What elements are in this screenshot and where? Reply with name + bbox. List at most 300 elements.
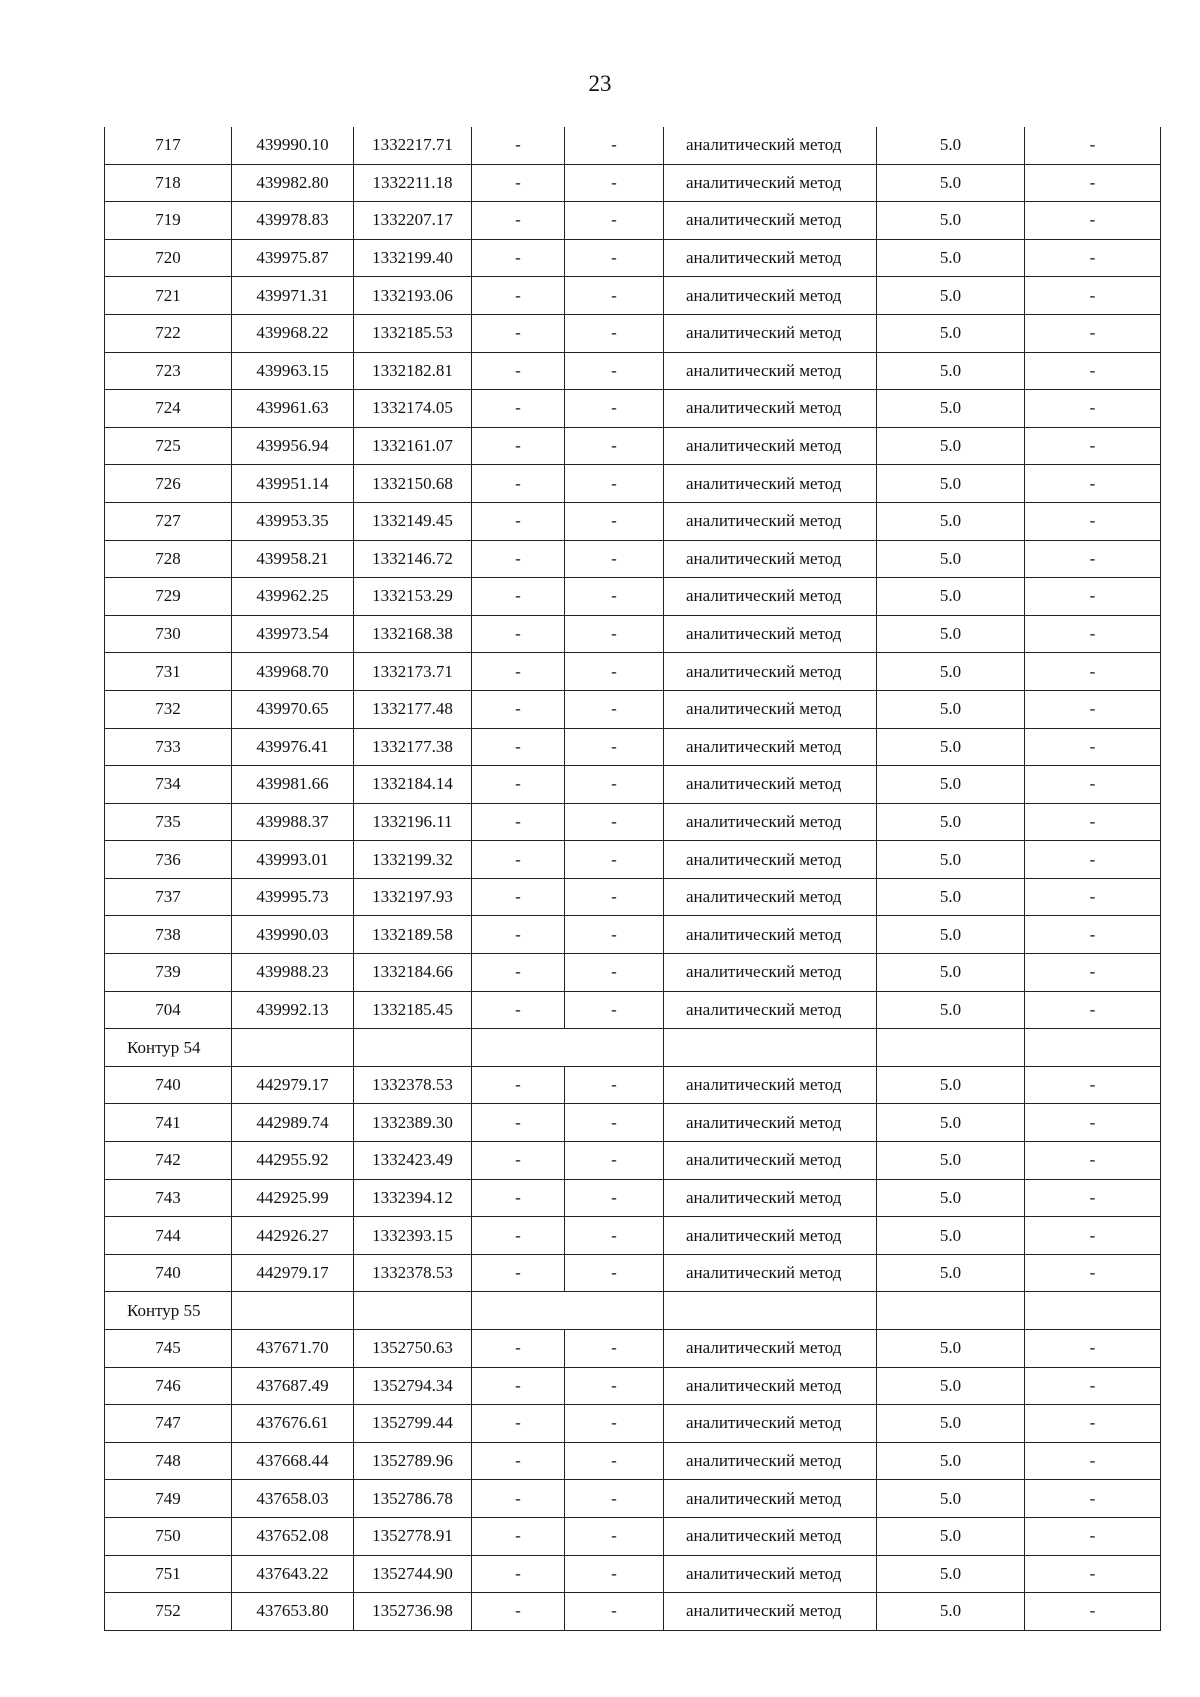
- accuracy-cell: 5.0: [877, 803, 1025, 841]
- contour-empty-cell: [877, 1292, 1025, 1330]
- empty-cell-1: -: [472, 427, 565, 465]
- point-number-cell: 718: [105, 164, 232, 202]
- empty-cell-2: -: [565, 1517, 664, 1555]
- empty-cell-2: -: [565, 1217, 664, 1255]
- empty-cell-2: -: [565, 1104, 664, 1142]
- table-row: [105, 1517, 1161, 1555]
- accuracy-cell: 5.0: [877, 390, 1025, 428]
- y-coordinate-cell: 1332389.30: [354, 1104, 472, 1142]
- description-cell: -: [1025, 728, 1161, 766]
- accuracy-cell: 5.0: [877, 1405, 1025, 1443]
- x-coordinate-cell: 437671.70: [232, 1330, 354, 1368]
- point-number-cell: 731: [105, 653, 232, 691]
- description-cell: -: [1025, 352, 1161, 390]
- empty-cell-2: -: [565, 1142, 664, 1180]
- description-cell: -: [1025, 653, 1161, 691]
- empty-cell-1: -: [472, 578, 565, 616]
- point-number-cell: 723: [105, 352, 232, 390]
- method-cell: аналитический метод: [664, 1104, 877, 1142]
- empty-cell-2: -: [565, 465, 664, 503]
- table-body: [105, 127, 1161, 1630]
- empty-cell-1: -: [472, 1517, 565, 1555]
- table-row: [105, 1254, 1161, 1292]
- contour-empty-cell: [1025, 1292, 1161, 1330]
- x-coordinate-cell: 439973.54: [232, 615, 354, 653]
- table-row: [105, 164, 1161, 202]
- empty-cell-2: -: [565, 1179, 664, 1217]
- method-cell: аналитический метод: [664, 314, 877, 352]
- description-cell: -: [1025, 1555, 1161, 1593]
- x-coordinate-cell: 439970.65: [232, 690, 354, 728]
- y-coordinate-cell: 1332153.29: [354, 578, 472, 616]
- table-row: [105, 1179, 1161, 1217]
- table-row: [105, 1104, 1161, 1142]
- accuracy-cell: 5.0: [877, 1555, 1025, 1593]
- table-row: [105, 1405, 1161, 1443]
- table-row: [105, 841, 1161, 879]
- accuracy-cell: 5.0: [877, 202, 1025, 240]
- table-row: [105, 766, 1161, 804]
- method-cell: аналитический метод: [664, 390, 877, 428]
- method-cell: аналитический метод: [664, 1442, 877, 1480]
- empty-cell-2: -: [565, 690, 664, 728]
- method-cell: аналитический метод: [664, 127, 877, 164]
- contour-label: Контур 54: [105, 1029, 232, 1067]
- empty-cell-1: -: [472, 127, 565, 164]
- accuracy-cell: 5.0: [877, 653, 1025, 691]
- empty-cell-2: -: [565, 615, 664, 653]
- empty-cell-2: -: [565, 803, 664, 841]
- empty-cell-1: -: [472, 841, 565, 879]
- empty-cell-1: -: [472, 615, 565, 653]
- x-coordinate-cell: 437668.44: [232, 1442, 354, 1480]
- y-coordinate-cell: 1332168.38: [354, 615, 472, 653]
- empty-cell-2: -: [565, 1367, 664, 1405]
- point-number-cell: 730: [105, 615, 232, 653]
- contour-header-row: [105, 1029, 1161, 1067]
- method-cell: аналитический метод: [664, 277, 877, 315]
- description-cell: -: [1025, 202, 1161, 240]
- accuracy-cell: 5.0: [877, 1104, 1025, 1142]
- table-row: [105, 954, 1161, 992]
- method-cell: аналитический метод: [664, 540, 877, 578]
- table-row: [105, 465, 1161, 503]
- empty-cell-1: -: [472, 502, 565, 540]
- description-cell: -: [1025, 991, 1161, 1029]
- contour-empty-cell: [472, 1292, 664, 1330]
- point-number-cell: 749: [105, 1480, 232, 1518]
- description-cell: -: [1025, 690, 1161, 728]
- description-cell: -: [1025, 239, 1161, 277]
- x-coordinate-cell: 439988.23: [232, 954, 354, 992]
- method-cell: аналитический метод: [664, 578, 877, 616]
- accuracy-cell: 5.0: [877, 1179, 1025, 1217]
- coordinates-table: [104, 127, 1161, 1631]
- point-number-cell: 704: [105, 991, 232, 1029]
- y-coordinate-cell: 1332177.48: [354, 690, 472, 728]
- method-cell: аналитический метод: [664, 1517, 877, 1555]
- empty-cell-1: -: [472, 653, 565, 691]
- y-coordinate-cell: 1332394.12: [354, 1179, 472, 1217]
- x-coordinate-cell: 439962.25: [232, 578, 354, 616]
- point-number-cell: 726: [105, 465, 232, 503]
- empty-cell-1: -: [472, 766, 565, 804]
- accuracy-cell: 5.0: [877, 1517, 1025, 1555]
- empty-cell-2: -: [565, 841, 664, 879]
- table-row: [105, 314, 1161, 352]
- table-row: [105, 1442, 1161, 1480]
- y-coordinate-cell: 1332174.05: [354, 390, 472, 428]
- accuracy-cell: 5.0: [877, 314, 1025, 352]
- point-number-cell: 717: [105, 127, 232, 164]
- description-cell: -: [1025, 1066, 1161, 1104]
- empty-cell-2: -: [565, 277, 664, 315]
- point-number-cell: 745: [105, 1330, 232, 1368]
- x-coordinate-cell: 437652.08: [232, 1517, 354, 1555]
- table-row: [105, 390, 1161, 428]
- x-coordinate-cell: 439956.94: [232, 427, 354, 465]
- empty-cell-2: -: [565, 502, 664, 540]
- empty-cell-2: -: [565, 1480, 664, 1518]
- table-row: [105, 578, 1161, 616]
- empty-cell-1: -: [472, 239, 565, 277]
- empty-cell-1: -: [472, 164, 565, 202]
- empty-cell-2: -: [565, 1405, 664, 1443]
- accuracy-cell: 5.0: [877, 1066, 1025, 1104]
- x-coordinate-cell: 439992.13: [232, 991, 354, 1029]
- page-number: 23: [588, 71, 612, 96]
- empty-cell-1: -: [472, 690, 565, 728]
- description-cell: -: [1025, 164, 1161, 202]
- x-coordinate-cell: 437658.03: [232, 1480, 354, 1518]
- point-number-cell: 728: [105, 540, 232, 578]
- y-coordinate-cell: 1352799.44: [354, 1405, 472, 1443]
- x-coordinate-cell: 442955.92: [232, 1142, 354, 1180]
- y-coordinate-cell: 1332146.72: [354, 540, 472, 578]
- point-number-cell: 732: [105, 690, 232, 728]
- y-coordinate-cell: 1352778.91: [354, 1517, 472, 1555]
- accuracy-cell: 5.0: [877, 1330, 1025, 1368]
- description-cell: -: [1025, 1254, 1161, 1292]
- accuracy-cell: 5.0: [877, 578, 1025, 616]
- description-cell: -: [1025, 878, 1161, 916]
- contour-empty-cell: [354, 1292, 472, 1330]
- x-coordinate-cell: 439951.14: [232, 465, 354, 503]
- contour-empty-cell: [664, 1029, 877, 1067]
- description-cell: -: [1025, 578, 1161, 616]
- method-cell: аналитический метод: [664, 690, 877, 728]
- description-cell: -: [1025, 427, 1161, 465]
- x-coordinate-cell: 439990.10: [232, 127, 354, 164]
- description-cell: -: [1025, 277, 1161, 315]
- empty-cell-2: -: [565, 314, 664, 352]
- contour-empty-cell: [472, 1029, 664, 1067]
- point-number-cell: 737: [105, 878, 232, 916]
- empty-cell-1: -: [472, 803, 565, 841]
- method-cell: аналитический метод: [664, 954, 877, 992]
- y-coordinate-cell: 1332193.06: [354, 277, 472, 315]
- y-coordinate-cell: 1332161.07: [354, 427, 472, 465]
- point-number-cell: 743: [105, 1179, 232, 1217]
- empty-cell-1: -: [472, 954, 565, 992]
- y-coordinate-cell: 1352794.34: [354, 1367, 472, 1405]
- empty-cell-1: -: [472, 1104, 565, 1142]
- y-coordinate-cell: 1352744.90: [354, 1555, 472, 1593]
- empty-cell-1: -: [472, 1330, 565, 1368]
- table-row: [105, 1217, 1161, 1255]
- table-row: [105, 502, 1161, 540]
- empty-cell-1: -: [472, 1405, 565, 1443]
- accuracy-cell: 5.0: [877, 954, 1025, 992]
- description-cell: -: [1025, 841, 1161, 879]
- description-cell: -: [1025, 502, 1161, 540]
- point-number-cell: 725: [105, 427, 232, 465]
- method-cell: аналитический метод: [664, 916, 877, 954]
- empty-cell-2: -: [565, 1330, 664, 1368]
- x-coordinate-cell: 437687.49: [232, 1367, 354, 1405]
- y-coordinate-cell: 1332378.53: [354, 1254, 472, 1292]
- empty-cell-1: -: [472, 1217, 565, 1255]
- x-coordinate-cell: 439990.03: [232, 916, 354, 954]
- accuracy-cell: 5.0: [877, 1593, 1025, 1631]
- accuracy-cell: 5.0: [877, 427, 1025, 465]
- x-coordinate-cell: 442979.17: [232, 1066, 354, 1104]
- accuracy-cell: 5.0: [877, 728, 1025, 766]
- y-coordinate-cell: 1332177.38: [354, 728, 472, 766]
- y-coordinate-cell: 1332184.14: [354, 766, 472, 804]
- empty-cell-1: -: [472, 1593, 565, 1631]
- point-number-cell: 734: [105, 766, 232, 804]
- accuracy-cell: 5.0: [877, 1480, 1025, 1518]
- point-number-cell: 736: [105, 841, 232, 879]
- table-row: [105, 352, 1161, 390]
- description-cell: -: [1025, 1367, 1161, 1405]
- y-coordinate-cell: 1332182.81: [354, 352, 472, 390]
- description-cell: -: [1025, 540, 1161, 578]
- method-cell: аналитический метод: [664, 239, 877, 277]
- y-coordinate-cell: 1352750.63: [354, 1330, 472, 1368]
- description-cell: -: [1025, 1442, 1161, 1480]
- y-coordinate-cell: 1352736.98: [354, 1593, 472, 1631]
- method-cell: аналитический метод: [664, 1142, 877, 1180]
- empty-cell-2: -: [565, 1066, 664, 1104]
- x-coordinate-cell: 439988.37: [232, 803, 354, 841]
- x-coordinate-cell: 439963.15: [232, 352, 354, 390]
- table-row: [105, 1480, 1161, 1518]
- contour-empty-cell: [664, 1292, 877, 1330]
- table-row: [105, 1066, 1161, 1104]
- accuracy-cell: 5.0: [877, 1142, 1025, 1180]
- description-cell: -: [1025, 1517, 1161, 1555]
- description-cell: -: [1025, 766, 1161, 804]
- empty-cell-2: -: [565, 766, 664, 804]
- contour-empty-cell: [232, 1292, 354, 1330]
- table-row: [105, 878, 1161, 916]
- x-coordinate-cell: 439961.63: [232, 390, 354, 428]
- description-cell: -: [1025, 390, 1161, 428]
- method-cell: аналитический метод: [664, 728, 877, 766]
- method-cell: аналитический метод: [664, 1593, 877, 1631]
- x-coordinate-cell: 437676.61: [232, 1405, 354, 1443]
- description-cell: -: [1025, 1179, 1161, 1217]
- empty-cell-2: -: [565, 390, 664, 428]
- table-row: [105, 277, 1161, 315]
- method-cell: аналитический метод: [664, 1217, 877, 1255]
- method-cell: аналитический метод: [664, 352, 877, 390]
- empty-cell-1: -: [472, 277, 565, 315]
- point-number-cell: 740: [105, 1066, 232, 1104]
- method-cell: аналитический метод: [664, 1405, 877, 1443]
- description-cell: -: [1025, 916, 1161, 954]
- empty-cell-2: -: [565, 578, 664, 616]
- method-cell: аналитический метод: [664, 878, 877, 916]
- table-row: [105, 1367, 1161, 1405]
- empty-cell-2: -: [565, 239, 664, 277]
- empty-cell-2: -: [565, 352, 664, 390]
- empty-cell-1: -: [472, 1480, 565, 1518]
- method-cell: аналитический метод: [664, 427, 877, 465]
- y-coordinate-cell: 1332184.66: [354, 954, 472, 992]
- point-number-cell: 721: [105, 277, 232, 315]
- accuracy-cell: 5.0: [877, 991, 1025, 1029]
- description-cell: -: [1025, 803, 1161, 841]
- contour-label: Контур 55: [105, 1292, 232, 1330]
- table-row: [105, 202, 1161, 240]
- x-coordinate-cell: 439976.41: [232, 728, 354, 766]
- contour-empty-cell: [232, 1029, 354, 1067]
- x-coordinate-cell: 439968.22: [232, 314, 354, 352]
- accuracy-cell: 5.0: [877, 1217, 1025, 1255]
- point-number-cell: 744: [105, 1217, 232, 1255]
- description-cell: -: [1025, 615, 1161, 653]
- table-row: [105, 540, 1161, 578]
- table-row: [105, 991, 1161, 1029]
- contour-header-row: [105, 1292, 1161, 1330]
- empty-cell-1: -: [472, 1254, 565, 1292]
- y-coordinate-cell: 1332150.68: [354, 465, 472, 503]
- table-row: [105, 1593, 1161, 1631]
- contour-empty-cell: [1025, 1029, 1161, 1067]
- method-cell: аналитический метод: [664, 1066, 877, 1104]
- table-row: [105, 728, 1161, 766]
- table-row: [105, 916, 1161, 954]
- x-coordinate-cell: 439968.70: [232, 653, 354, 691]
- empty-cell-1: -: [472, 540, 565, 578]
- empty-cell-2: -: [565, 878, 664, 916]
- accuracy-cell: 5.0: [877, 502, 1025, 540]
- description-cell: -: [1025, 465, 1161, 503]
- method-cell: аналитический метод: [664, 1555, 877, 1593]
- empty-cell-2: -: [565, 427, 664, 465]
- accuracy-cell: 5.0: [877, 878, 1025, 916]
- accuracy-cell: 5.0: [877, 766, 1025, 804]
- method-cell: аналитический метод: [664, 615, 877, 653]
- x-coordinate-cell: 439953.35: [232, 502, 354, 540]
- empty-cell-1: -: [472, 390, 565, 428]
- x-coordinate-cell: 442989.74: [232, 1104, 354, 1142]
- y-coordinate-cell: 1332393.15: [354, 1217, 472, 1255]
- y-coordinate-cell: 1332207.17: [354, 202, 472, 240]
- accuracy-cell: 5.0: [877, 127, 1025, 164]
- description-cell: -: [1025, 1593, 1161, 1631]
- method-cell: аналитический метод: [664, 841, 877, 879]
- y-coordinate-cell: 1332197.93: [354, 878, 472, 916]
- y-coordinate-cell: 1332378.53: [354, 1066, 472, 1104]
- description-cell: -: [1025, 314, 1161, 352]
- x-coordinate-cell: 439981.66: [232, 766, 354, 804]
- y-coordinate-cell: 1332149.45: [354, 502, 472, 540]
- point-number-cell: 750: [105, 1517, 232, 1555]
- method-cell: аналитический метод: [664, 164, 877, 202]
- contour-empty-cell: [877, 1029, 1025, 1067]
- y-coordinate-cell: 1332196.11: [354, 803, 472, 841]
- point-number-cell: 752: [105, 1593, 232, 1631]
- x-coordinate-cell: 442925.99: [232, 1179, 354, 1217]
- empty-cell-2: -: [565, 991, 664, 1029]
- point-number-cell: 724: [105, 390, 232, 428]
- table-row: [105, 653, 1161, 691]
- method-cell: аналитический метод: [664, 502, 877, 540]
- point-number-cell: 747: [105, 1405, 232, 1443]
- x-coordinate-cell: 442979.17: [232, 1254, 354, 1292]
- point-number-cell: 748: [105, 1442, 232, 1480]
- empty-cell-2: -: [565, 1254, 664, 1292]
- point-number-cell: 733: [105, 728, 232, 766]
- empty-cell-1: -: [472, 916, 565, 954]
- point-number-cell: 746: [105, 1367, 232, 1405]
- description-cell: -: [1025, 1142, 1161, 1180]
- table-row: [105, 1142, 1161, 1180]
- empty-cell-2: -: [565, 164, 664, 202]
- table-row: [105, 239, 1161, 277]
- table-row: [105, 803, 1161, 841]
- empty-cell-1: -: [472, 465, 565, 503]
- accuracy-cell: 5.0: [877, 615, 1025, 653]
- description-cell: -: [1025, 1330, 1161, 1368]
- contour-empty-cell: [354, 1029, 472, 1067]
- point-number-cell: 720: [105, 239, 232, 277]
- x-coordinate-cell: 439975.87: [232, 239, 354, 277]
- y-coordinate-cell: 1332199.40: [354, 239, 472, 277]
- empty-cell-1: -: [472, 878, 565, 916]
- point-number-cell: 722: [105, 314, 232, 352]
- empty-cell-2: -: [565, 1442, 664, 1480]
- point-number-cell: 742: [105, 1142, 232, 1180]
- accuracy-cell: 5.0: [877, 164, 1025, 202]
- empty-cell-1: -: [472, 1555, 565, 1593]
- description-cell: -: [1025, 1217, 1161, 1255]
- empty-cell-1: -: [472, 352, 565, 390]
- y-coordinate-cell: 1332217.71: [354, 127, 472, 164]
- accuracy-cell: 5.0: [877, 465, 1025, 503]
- empty-cell-1: -: [472, 1142, 565, 1180]
- accuracy-cell: 5.0: [877, 1254, 1025, 1292]
- description-cell: -: [1025, 127, 1161, 164]
- method-cell: аналитический метод: [664, 465, 877, 503]
- point-number-cell: 727: [105, 502, 232, 540]
- table-row: [105, 615, 1161, 653]
- accuracy-cell: 5.0: [877, 690, 1025, 728]
- table-row: [105, 690, 1161, 728]
- empty-cell-1: -: [472, 314, 565, 352]
- accuracy-cell: 5.0: [877, 916, 1025, 954]
- method-cell: аналитический метод: [664, 991, 877, 1029]
- x-coordinate-cell: 439993.01: [232, 841, 354, 879]
- x-coordinate-cell: 437643.22: [232, 1555, 354, 1593]
- method-cell: аналитический метод: [664, 1480, 877, 1518]
- accuracy-cell: 5.0: [877, 352, 1025, 390]
- point-number-cell: 729: [105, 578, 232, 616]
